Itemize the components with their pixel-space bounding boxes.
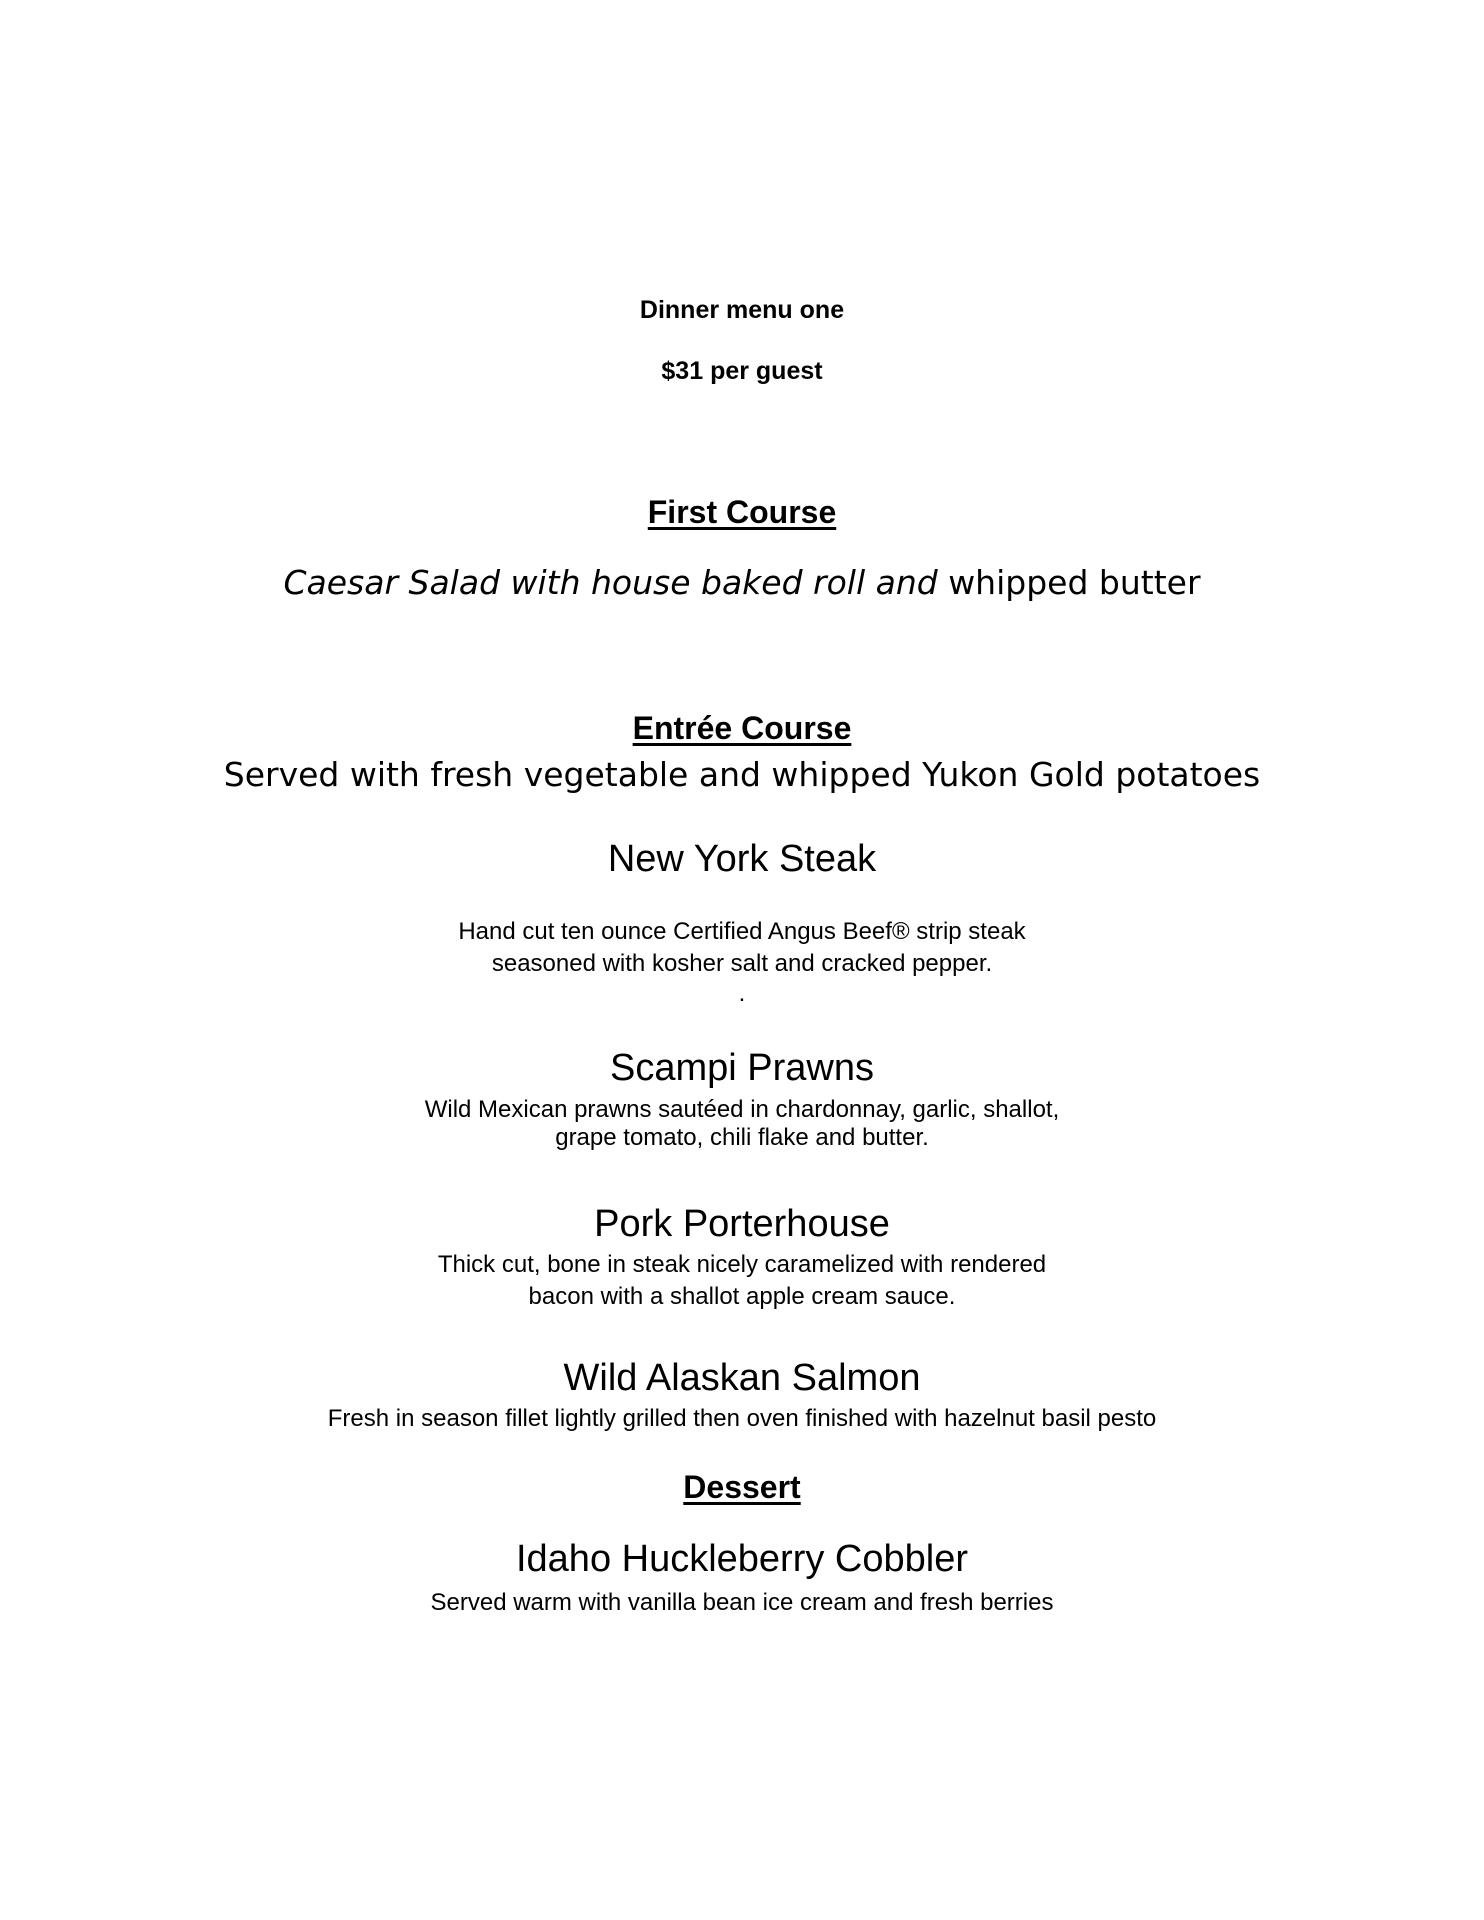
entree-course-heading: Entrée Course <box>632 710 852 746</box>
dish-desc-scampi-prawns-line-2: grape tomato, chili flake and butter. <box>555 1124 929 1151</box>
entree-course-subtitle: Served with fresh vegetable and whipped Yukon Gold potatoes <box>223 755 1261 794</box>
first-course-item-regular: whipped butter <box>937 563 1201 602</box>
dish-desc-new-york-steak-line-2: seasoned with kosher salt and cracked pepper. <box>491 950 993 977</box>
dessert-heading: Dessert <box>683 1469 801 1505</box>
dish-name-idaho-huckleberry-cobbler: Idaho Huckleberry Cobbler <box>515 1538 968 1580</box>
dish-desc-idaho-huckleberry-cobbler-line-1: Served warm with vanilla bean ice cream and fresh berries <box>430 1589 1054 1616</box>
first-course-heading: First Course <box>647 494 837 530</box>
first-course-item-italic: Caesar Salad with house baked roll and <box>283 563 938 602</box>
dish-desc-new-york-steak-line-3: . <box>738 980 746 1007</box>
dish-desc-pork-porterhouse-line-2: bacon with a shallot apple cream sauce. <box>528 1283 956 1310</box>
first-course-item <box>0 563 1484 602</box>
dish-desc-new-york-steak-line-1: Hand cut ten ounce Certified Angus Beef® strip steak <box>458 918 1026 945</box>
dish-desc-wild-alaskan-salmon-line-1: Fresh in season fillet lightly grilled then oven finished with hazelnut basil pesto <box>327 1405 1157 1432</box>
dish-name-pork-porterhouse: Pork Porterhouse <box>594 1203 890 1245</box>
dish-desc-scampi-prawns-line-1: Wild Mexican prawns sautéed in chardonnay, garlic, shallot, <box>424 1096 1060 1123</box>
menu-price: $31 per guest <box>661 357 823 385</box>
dish-name-wild-alaskan-salmon: Wild Alaskan Salmon <box>563 1357 921 1399</box>
dish-name-scampi-prawns: Scampi Prawns <box>610 1047 874 1089</box>
dish-name-new-york-steak: New York Steak <box>607 838 877 880</box>
dish-desc-pork-porterhouse-line-1: Thick cut, bone in steak nicely caramelized with rendered <box>437 1251 1047 1278</box>
menu-title: Dinner menu one <box>639 296 845 324</box>
